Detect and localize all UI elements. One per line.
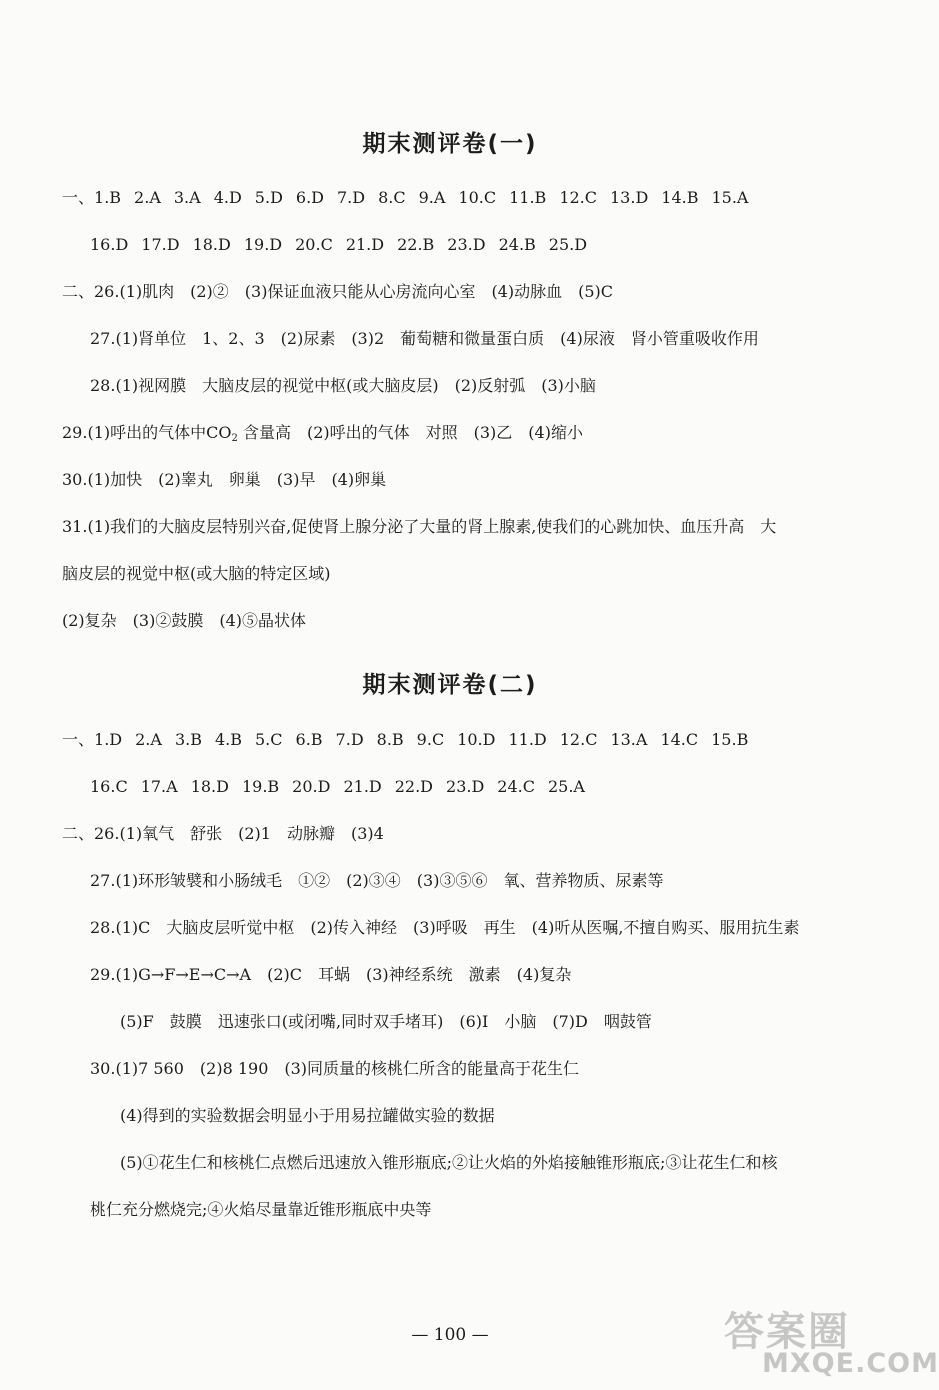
answer-item: 20.D: [292, 777, 331, 796]
answer-item: 1.B: [94, 188, 122, 207]
answer-item: 18.D: [190, 777, 229, 796]
exam1-mc-row1: [62, 187, 774, 209]
answer-item: 24.C: [497, 777, 535, 796]
section-prefix: 一、: [62, 730, 95, 749]
answer-item: 20.C: [295, 235, 333, 254]
answer-item: 14.C: [660, 730, 699, 749]
answer-item: 19.D: [243, 235, 283, 254]
answer-item: 12.C: [559, 730, 598, 749]
exam1-q29: [62, 422, 583, 450]
exam2-q29-line2: (5)F 鼓膜 迅速张口(或闭嘴,同时双手堵耳) (6)I 小脑 (7)D 咽鼓管: [120, 1012, 652, 1031]
answer-item: 17.D: [141, 235, 180, 254]
exam1-q30: 30.(1)加快 (2)睾丸 卵巢 (3)早 (4)卵巢: [62, 470, 387, 489]
answer-item: 9.C: [416, 730, 445, 749]
answer-item: 9.A: [418, 188, 446, 207]
section-prefix: 一、: [62, 188, 95, 207]
answer-item: 23.D: [446, 777, 485, 796]
exam1-q31-line1: 31.(1)我们的大脑皮层特别兴奋,促使肾上腺分泌了大量的肾上腺素,使我们的心跳加快、血压升高 大: [62, 517, 777, 536]
exam2-q29-line1: 29.(1)G→F→E→C→A (2)C 耳蜗 (3)神经系统 激素 (4)复杂: [90, 965, 572, 984]
answer-item: 21.D: [343, 777, 382, 796]
exam2-mc-row1: [62, 729, 774, 751]
answer-item: 5.D: [254, 188, 283, 207]
exam2-q30-line3: (5)①花生仁和核桃仁点燃后迅速放入锥形瓶底;②让火焰的外焰接触锥形瓶底;③让花生仁和核: [120, 1153, 778, 1172]
answer-item: 6.B: [295, 730, 323, 749]
answer-item: 13.D: [610, 188, 649, 207]
exam1-q31-line2: 脑皮层的视觉中枢(或大脑的特定区域): [62, 564, 331, 583]
answer-item: 7.D: [335, 730, 364, 749]
exam1-title: 期末测评卷(一): [362, 131, 538, 157]
answer-item: 6.D: [295, 188, 324, 207]
answer-item: 15.B: [711, 730, 749, 749]
exam1-q26: 二、26.(1)肌肉 (2)② (3)保证血液只能从心房流向心室 (4)动脉血 (5)C: [62, 282, 614, 301]
answer-item: 12.C: [559, 188, 597, 207]
answer-item: 22.D: [394, 777, 434, 796]
answer-item: 15.A: [711, 188, 749, 207]
exam2-q27: 27.(1)环形皱襞和小肠绒毛 ①② (2)③④ (3)③⑤⑥ 氧、营养物质、尿素等: [90, 871, 664, 890]
exam1-q31-line3: (2)复杂 (3)②鼓膜 (4)⑤晶状体: [62, 611, 306, 630]
q29-part-a: 29.(1)呼出的气体中CO: [62, 423, 232, 442]
answer-item: 10.C: [458, 188, 497, 207]
answer-item: 24.B: [498, 235, 536, 254]
exam2-q30-line2: (4)得到的实验数据会明显小于用易拉罐做实验的数据: [120, 1106, 495, 1125]
answer-item: 25.A: [547, 777, 585, 796]
exam2-q26: 二、26.(1)氧气 舒张 (2)1 动脉瓣 (3)4: [62, 824, 384, 843]
answer-item: 19.B: [241, 777, 280, 796]
exam2-mc-row2: [90, 776, 611, 798]
answer-item: 4.D: [213, 188, 242, 207]
answer-item: 21.D: [345, 235, 385, 254]
answer-item: 4.B: [214, 730, 242, 749]
exam1-q28: 28.(1)视网膜 大脑皮层的视觉中枢(或大脑皮层) (2)反射弧 (3)小脑: [90, 376, 596, 395]
answer-item: 8.B: [376, 730, 404, 749]
answer-item: 2.A: [135, 730, 162, 749]
answer-item: 1.D: [94, 730, 123, 749]
answer-item: 16.D: [90, 235, 129, 254]
answer-item: 3.B: [174, 730, 202, 749]
answer-item: 23.D: [447, 235, 486, 254]
exam2-title: 期末测评卷(二): [362, 672, 538, 698]
exam1-mc-row2: [90, 234, 613, 256]
answer-item: 18.D: [192, 235, 231, 254]
watermark-logo: 答案圈 MXQE.COM: [724, 1309, 939, 1379]
answer-item: 7.D: [336, 188, 366, 207]
answer-item: 8.C: [378, 188, 406, 207]
answer-item: 22.B: [397, 235, 435, 254]
answer-item: 11.D: [508, 730, 547, 749]
answer-item: 5.C: [255, 730, 283, 749]
answer-item: 17.A: [140, 777, 178, 796]
answer-item: 14.B: [661, 188, 699, 207]
answer-item: 25.D: [548, 235, 588, 254]
answer-item: 2.A: [134, 188, 161, 207]
q29-part-b: 含量高 (2)呼出的气体 对照 (3)乙 (4)缩小: [242, 423, 583, 442]
page-number: — 100 —: [411, 1325, 489, 1345]
exam1-q27: 27.(1)肾单位 1、2、3 (2)尿素 (3)2 葡萄糖和微量蛋白质 (4)尿液 肾小管重吸收作用: [90, 329, 759, 348]
answer-item: 16.C: [90, 777, 128, 796]
exam2-q30-line1: 30.(1)7 560 (2)8 190 (3)同质量的核桃仁所含的能量高于花生仁: [90, 1059, 580, 1078]
exam2-q30-line4: 桃仁充分燃烧完;④火焰尽量靠近锥形瓶底中央等: [90, 1200, 432, 1219]
answer-item: 13.A: [610, 730, 648, 749]
exam2-q28: 28.(1)C 大脑皮层听觉中枢 (2)传入神经 (3)呼吸 再生 (4)听从医嘱,不擅自购买、服用抗生素: [90, 918, 800, 937]
answer-item: 3.A: [173, 188, 201, 207]
answer-item: 11.B: [509, 188, 547, 207]
q29-subscript: 2: [231, 433, 238, 444]
answer-item: 10.D: [457, 730, 496, 749]
